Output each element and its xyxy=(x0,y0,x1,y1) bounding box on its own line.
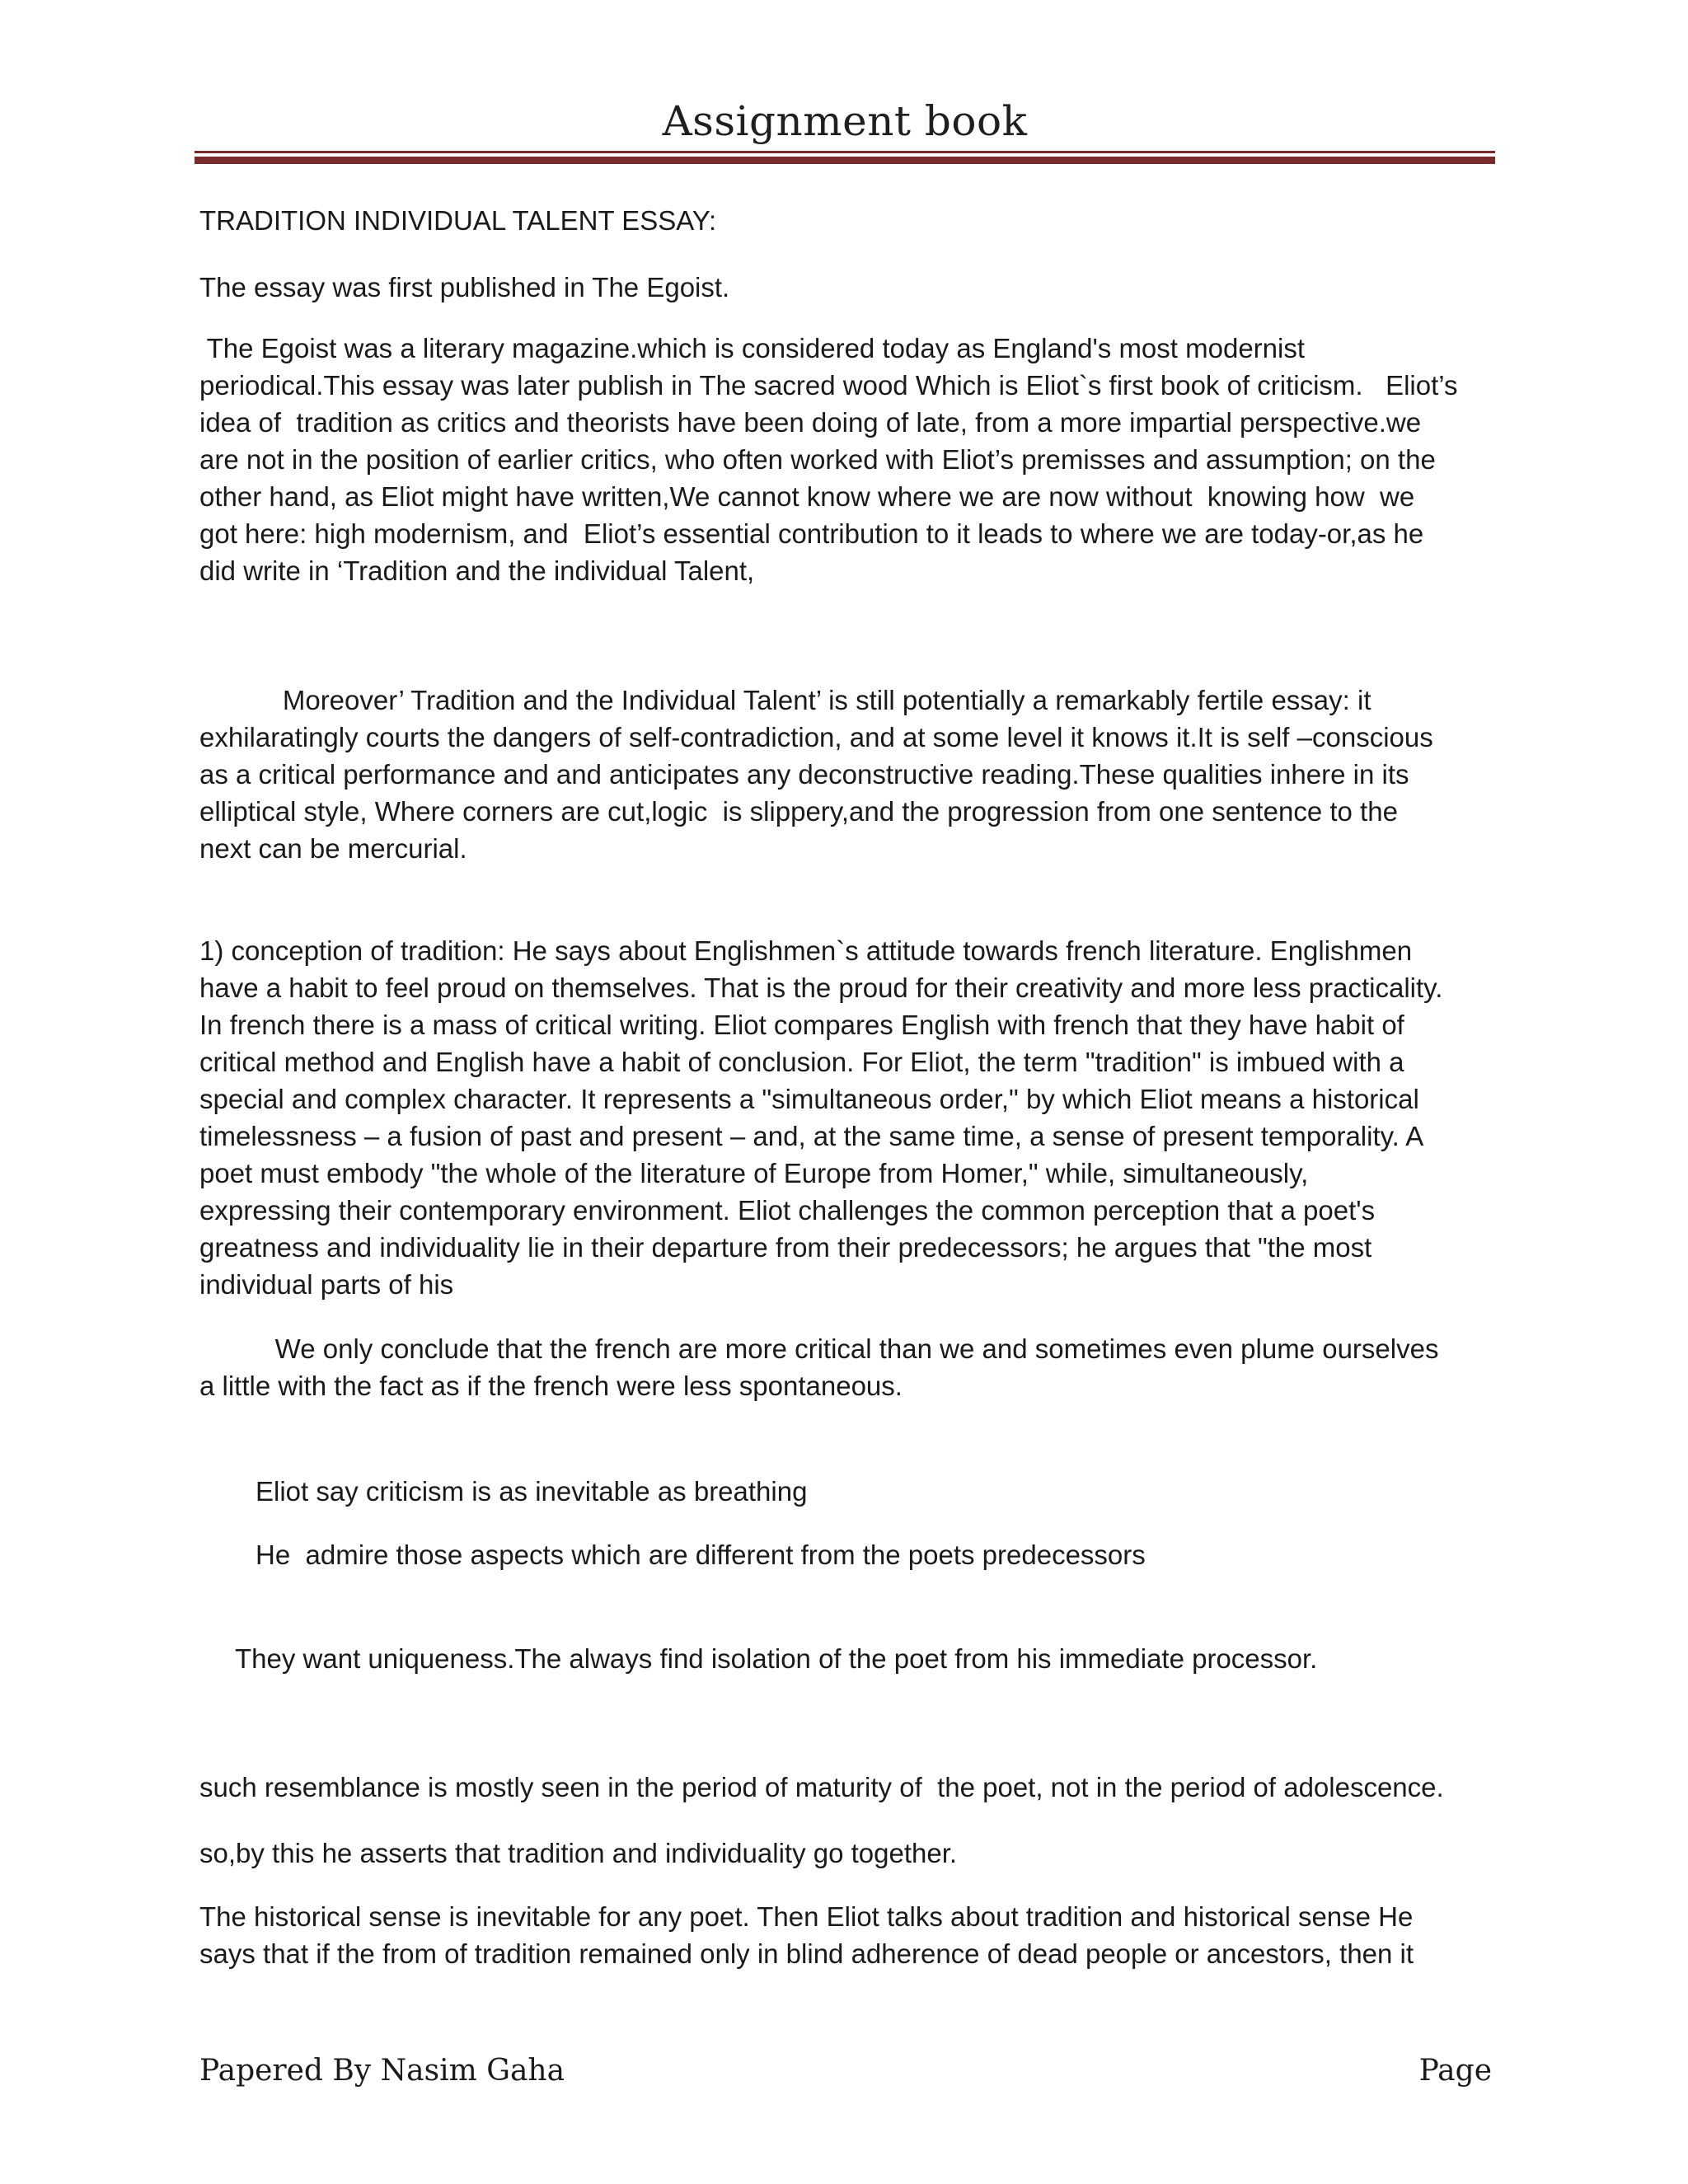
paragraph-line: special and complex character. It represents a "simultaneous order," by which Eliot means a historical xyxy=(199,1084,1419,1114)
paragraph-line: says that if the from of tradition remained only in blind adherence of dead people or ancestors, then it xyxy=(199,1938,1414,1969)
header-rule-thick xyxy=(195,157,1495,164)
paragraph-line: Moreover’ Tradition and the Individual Talent’ is still potentially a remarkably fertile essay: it xyxy=(199,685,1372,715)
paragraph-line: elliptical style, Where corners are cut,logic is slippery,and the progression from one sentence to the xyxy=(199,796,1398,827)
paragraph-line: exhilaratingly courts the dangers of self-contradiction, and at some level it knows it.It is self –conscious xyxy=(199,722,1433,752)
footer-author: Papered By Nasim Gaha xyxy=(199,2054,565,2088)
paragraph-line: The Egoist was a literary magazine.which is considered today as England's most modernist xyxy=(199,333,1306,363)
intro-line: The essay was first published in The Egoist. xyxy=(199,272,730,302)
paragraph-line: periodical.This essay was later publish in The sacred wood Which is Eliot`s first book of criticism. Eliot’s xyxy=(199,370,1458,401)
essay-heading: TRADITION INDIVIDUAL TALENT ESSAY: xyxy=(199,205,717,236)
paragraph-line: got here: high modernism, and Eliot’s essential contribution to it leads to where we are today-or,as he xyxy=(199,518,1424,549)
line-admire: He admire those aspects which are different from the poets predecessors xyxy=(256,1540,1146,1570)
paragraph-line: idea of tradition as critics and theorists have been doing of late, from a more impartial perspective.we xyxy=(199,407,1422,438)
paragraph-line: In french there is a mass of critical writing. Eliot compares English with french that they have habit of xyxy=(199,1010,1404,1040)
paragraph-line: have a habit to feel proud on themselves. That is the proud for their creativity and more less practicality. xyxy=(199,972,1443,1003)
paragraph-line: expressing their contemporary environment. Eliot challenges the common perception that a poet's xyxy=(199,1195,1376,1226)
paragraph-moreover xyxy=(199,682,1433,867)
paragraph-historical xyxy=(199,1898,1414,1972)
paragraph-line: individual parts of his xyxy=(199,1269,454,1300)
paragraph-line: next can be mercurial. xyxy=(199,833,467,864)
paragraph-line: as a critical performance and and anticipates any deconstructive reading.These qualities inhere in its xyxy=(199,759,1409,790)
line-so-by-this: so,by this he asserts that tradition and individuality go together. xyxy=(199,1838,958,1868)
page-header-title: Assignment book xyxy=(662,97,1028,145)
paragraph-egoist xyxy=(199,330,1458,589)
paragraph-line: did write in ‘Tradition and the individual Talent, xyxy=(199,555,755,586)
paragraph-line: critical method and English have a habit of conclusion. For Eliot, the term "tradition" is imbued with a xyxy=(199,1047,1404,1077)
paragraph-conclude xyxy=(199,1330,1438,1404)
line-resemblance: such resemblance is mostly seen in the period of maturity of the poet, not in the period of adolescence. xyxy=(199,1772,1444,1802)
line-criticism: Eliot say criticism is as inevitable as breathing xyxy=(256,1476,808,1507)
paragraph-line: 1) conception of tradition: He says about Englishmen`s attitude towards french literature. Englishmen xyxy=(199,935,1413,966)
paragraph-conception xyxy=(199,932,1442,1303)
paragraph-line: poet must embody "the whole of the literature of Europe from Homer," while, simultaneously, xyxy=(199,1158,1309,1188)
paragraph-line: a little with the fact as if the french were less spontaneous. xyxy=(199,1371,903,1401)
paragraph-line: We only conclude that the french are more critical than we and sometimes even plume ourselves xyxy=(199,1333,1439,1364)
header-rule-thin xyxy=(195,151,1495,153)
paragraph-line: timelessness – a fusion of past and present – and, at the same time, a sense of present temporality. A xyxy=(199,1121,1424,1151)
paragraph-line: other hand, as Eliot might have written,We cannot know where we are now without knowing how we xyxy=(199,481,1415,512)
footer-page-label: Page xyxy=(1418,2054,1492,2088)
paragraph-line: The historical sense is inevitable for any poet. Then Eliot talks about tradition and historical sense He xyxy=(199,1901,1414,1932)
paragraph-line: greatness and individuality lie in their departure from their predecessors; he argues that "the most xyxy=(199,1232,1372,1263)
line-uniqueness: They want uniqueness.The always find isolation of the poet from his immediate processor. xyxy=(235,1643,1318,1674)
paragraph-line: are not in the position of earlier critics, who often worked with Eliot’s premisses and assumption; on the xyxy=(199,444,1436,475)
